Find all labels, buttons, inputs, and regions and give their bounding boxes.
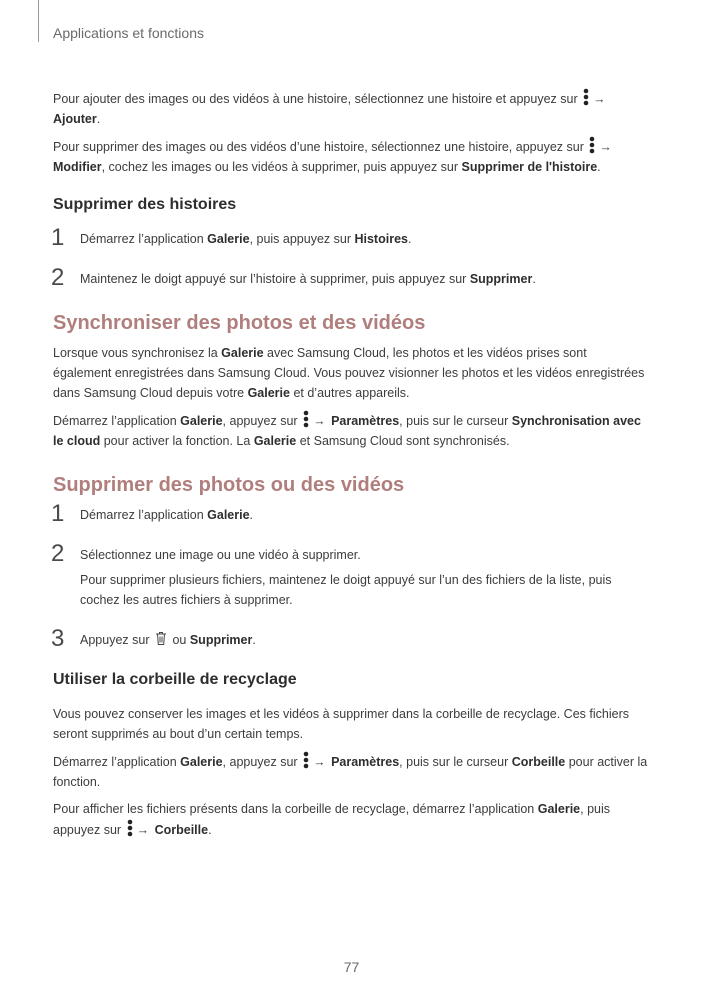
- recycle-paragraph-3: Pour afficher les fichiers présents dans la corbeille de recyclage, démarrez l’application Galerie, puis appuyez sur → Corbeille.: [53, 802, 611, 837]
- intro-add-paragraph: Pour ajouter des images ou des vidéos à une histoire, sélectionnez une histoire et appuyez sur → Ajouter.: [53, 88, 648, 129]
- section-header: Applications et fonctions: [53, 25, 204, 41]
- step-2-note: Pour supprimer plusieurs fichiers, maintenez le doigt appuyé sur l’un des fichiers de la liste, puis cochez les autres fichiers à supprimer.: [80, 573, 612, 607]
- step-2-delete-media: 2 Sélectionnez une image ou une vidéo à supprimer. Pour supprimer plusieurs fichiers, maintenez le doigt appuyé sur l’un des fichiers de la liste, puis cochez les autres fichiers à supprimer.: [53, 545, 648, 610]
- step-1-delete-stories: 1 Démarrez l’application Galerie, puis appuyez sur Histoires.: [51, 224, 412, 251]
- sync-paragraph-1: Lorsque vous synchronisez la Galerie avec Samsung Cloud, les photos et les vidéos prises sont également enregistrées dans Samsung Cloud. Vous pouvez visionner les photos et les vidéos enregistrées dans Samsung Cloud depuis votre Galerie et d’autres appareils.: [53, 346, 645, 400]
- recycle-paragraph-1: Vous pouvez conserver les images et les vidéos à supprimer dans la corbeille de recyclage. Ces fichiers seront supprimés au bout d’un certain temps.: [53, 707, 629, 741]
- intro-remove-paragraph: Pour supprimer des images ou des vidéos d’une histoire, sélectionnez une histoire, appuyez sur → Modifier, cochez les images ou les vidéos à supprimer, puis appuyez sur Supprimer de l'histoire.: [53, 136, 648, 177]
- heading-delete-stories: Supprimer des histoires: [53, 196, 237, 213]
- more-options-icon: [303, 751, 309, 769]
- trash-icon: [155, 631, 167, 646]
- step-number: 3: [51, 625, 65, 652]
- page-content: [53, 88, 648, 847]
- recycle-paragraph-2: Démarrez l’application Galerie, appuyez sur → Paramètres, puis sur le curseur Corbeille pour activer la fonction.: [53, 751, 648, 792]
- header-rule: [38, 0, 39, 42]
- more-options-icon: [589, 136, 595, 154]
- heading-delete-media: Supprimer des photos ou des vidéos: [53, 474, 405, 496]
- step-number: 1: [51, 224, 65, 251]
- sync-paragraph-2: Démarrez l’application Galerie, appuyez sur → Paramètres, puis sur le curseur Synchronisation avec le cloud pour activer la fonction. La Galerie et Samsung Cloud sont synchronisés.: [53, 410, 648, 451]
- step-number: 2: [51, 264, 65, 291]
- step-1-delete-media: 1 Démarrez l’application Galerie.: [51, 500, 254, 527]
- heading-sync: Synchroniser des photos et des vidéos: [53, 312, 426, 334]
- step-number: 1: [51, 500, 65, 527]
- arrow-glyph: →: [593, 92, 606, 106]
- page-number: 77: [343, 959, 360, 975]
- more-options-icon: [127, 819, 133, 837]
- heading-recycle-bin: Utiliser la corbeille de recyclage: [53, 671, 297, 688]
- step-number: 2: [51, 540, 65, 567]
- more-options-icon: [303, 410, 309, 428]
- step-3-delete-media: 3 Appuyez sur ou Supprimer.: [51, 625, 256, 652]
- more-options-icon: [583, 88, 589, 106]
- step-2-delete-stories: 2 Maintenez le doigt appuyé sur l’histoire à supprimer, puis appuyez sur Supprimer.: [51, 264, 536, 291]
